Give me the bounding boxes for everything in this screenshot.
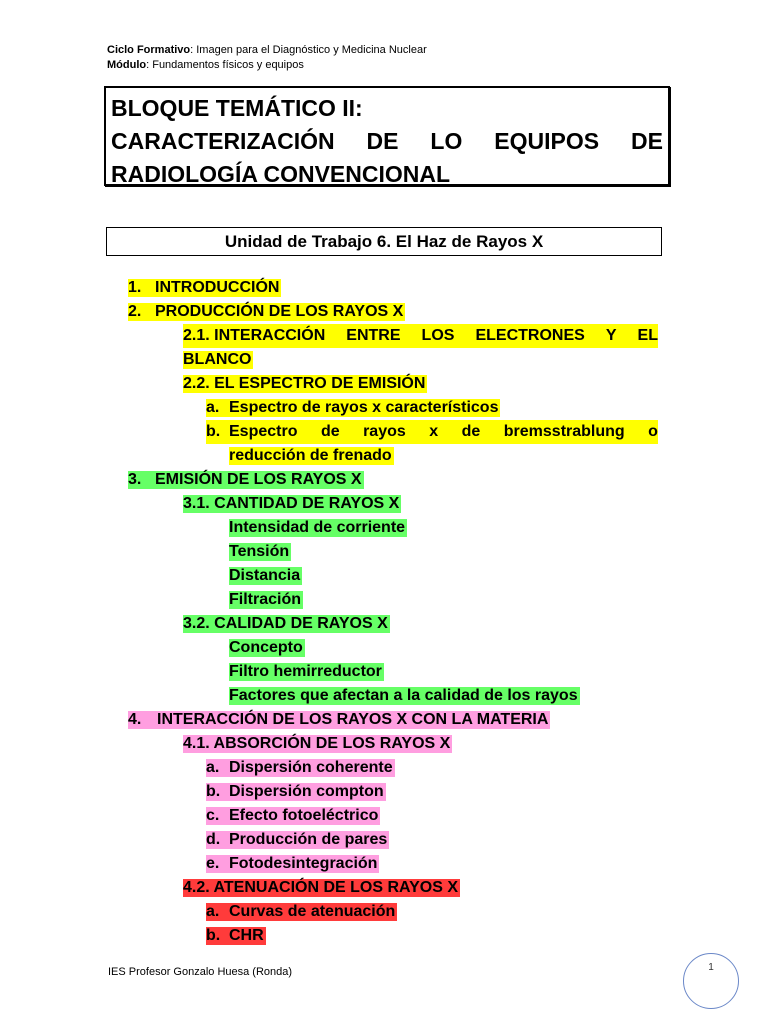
document-header (107, 43, 427, 73)
bloque-word: CARACTERIZACIÓN (111, 128, 335, 154)
toc-word: Espectro (229, 423, 298, 440)
toc-letter: b. (206, 927, 221, 944)
toc-subitem (229, 516, 407, 540)
toc-text: PRODUCCIÓN DE LOS RAYOS X (155, 303, 404, 320)
toc-letter: d. (206, 831, 221, 848)
toc-text: Fotodesintegración (229, 855, 378, 872)
toc-subitem (229, 660, 384, 684)
toc-item-3-2 (183, 612, 390, 636)
ciclo-label: Ciclo Formativo (107, 44, 191, 56)
toc-text: 4.1. ABSORCIÓN DE LOS RAYOS X (183, 735, 451, 752)
toc-item-3-1 (183, 492, 401, 516)
toc-word: ENTRE (346, 327, 401, 344)
modulo-value: : Fundamentos físicos y equipos (146, 59, 304, 71)
toc-word: EL (637, 327, 658, 344)
toc-item-4-1 (183, 732, 452, 756)
bloque-title-box (104, 86, 670, 186)
toc-item-2-1-cont (183, 348, 253, 372)
toc-letter: a. (206, 399, 220, 416)
toc-letter: e. (206, 855, 220, 872)
page-number-circle (683, 953, 739, 1009)
toc-number: 4. (128, 711, 142, 728)
toc-item-4-2 (183, 876, 460, 900)
toc-text: 2.2. EL ESPECTRO DE EMISIÓN (183, 375, 426, 392)
toc-text: Espectro de rayos x característicos (229, 399, 499, 416)
toc-letter: b. (206, 783, 221, 800)
toc-subitem (206, 852, 379, 876)
toc-text: 4.2. ATENUACIÓN DE LOS RAYOS X (183, 879, 459, 896)
toc-subitem (206, 900, 397, 924)
toc-text: Dispersión compton (229, 783, 384, 800)
bloque-title-line3: RADIOLOGÍA CONVENCIONAL (111, 161, 451, 187)
unidad-title-box: Unidad de Trabajo 6. El Haz de Rayos X (106, 227, 662, 256)
toc-text: CHR (229, 927, 264, 944)
toc-word: LOS (421, 327, 455, 344)
toc-text: Concepto (229, 639, 303, 656)
ciclo-value: : Imagen para el Diagnóstico y Medicina Nuclear (190, 44, 427, 56)
toc-text: Efecto fotoeléctrico (229, 807, 379, 824)
toc-item-4 (128, 708, 550, 732)
toc-text: BLANCO (183, 351, 252, 368)
footer-school: IES Profesor Gonzalo Huesa (Ronda) (108, 966, 293, 978)
toc-word: de (320, 423, 340, 440)
ciclo-line (107, 43, 427, 58)
toc-text: Tensión (229, 543, 290, 560)
toc-text: 3.1. CANTIDAD DE RAYOS X (183, 495, 400, 512)
toc-item-2-2 (183, 372, 427, 396)
toc-number: 1. (128, 279, 142, 296)
toc-text: Filtro hemirreductor (229, 663, 382, 680)
toc-text: Distancia (229, 567, 301, 584)
toc-word: rayos (363, 423, 406, 440)
toc-subitem (206, 780, 386, 804)
toc-letter: c. (206, 807, 220, 824)
toc-item-2-1 (183, 324, 658, 348)
toc-item-3 (128, 468, 364, 492)
toc-word: ELECTRONES (475, 327, 585, 344)
toc-text: Filtración (229, 591, 302, 608)
toc-subitem (229, 684, 580, 708)
toc-item-2-2-a (206, 396, 500, 420)
bloque-word: DE (631, 128, 663, 154)
bloque-word: EQUIPOS (494, 128, 600, 154)
toc-letter: a. (206, 759, 220, 776)
toc-letter: a. (206, 903, 220, 920)
toc-word: o (648, 423, 658, 440)
toc-item-2-2-b (206, 420, 658, 444)
toc-letter: b. (206, 423, 221, 440)
toc-word: Y (605, 327, 617, 344)
toc-text: Intensidad de corriente (229, 519, 406, 536)
toc-subitem (206, 924, 266, 948)
bloque-title-line1: BLOQUE TEMÁTICO II: (111, 95, 363, 121)
toc-item-2 (128, 300, 405, 324)
toc-text: EMISIÓN DE LOS RAYOS X (155, 471, 362, 488)
toc-subitem (206, 828, 389, 852)
toc-word: x (429, 423, 439, 440)
toc-text: INTERACCIÓN DE LOS RAYOS X CON LA MATERIA (157, 711, 549, 728)
toc-subitem (229, 588, 303, 612)
toc-word: bremsstrablung (503, 423, 625, 440)
toc-text: Producción de pares (229, 831, 388, 848)
toc-text: reducción de frenado (229, 447, 392, 464)
toc-item-2-2-b-cont (229, 444, 394, 468)
toc-subitem (229, 540, 291, 564)
toc-number: 2. (128, 303, 142, 320)
toc-word: 2.1. INTERACCIÓN (183, 327, 326, 344)
toc-subitem (229, 564, 302, 588)
bloque-word: LO (430, 128, 463, 154)
toc-text: Curvas de atenuación (229, 903, 396, 920)
bloque-title-line2 (111, 125, 663, 158)
toc-text: Factores que afectan a la calidad de los rayos (229, 687, 578, 704)
toc-subitem (206, 804, 380, 828)
toc-text: 3.2. CALIDAD DE RAYOS X (183, 615, 388, 632)
bloque-word: DE (366, 128, 399, 154)
modulo-label: Módulo (107, 59, 147, 71)
toc-subitem (229, 636, 305, 660)
toc-number: 3. (128, 471, 142, 488)
toc-text: INTRODUCCIÓN (155, 279, 280, 296)
toc-item-1 (128, 276, 281, 300)
toc-text: Dispersión coherente (229, 759, 393, 776)
toc-subitem (206, 756, 395, 780)
modulo-line (107, 58, 427, 73)
page-number: 1 (708, 962, 714, 973)
toc-word: de (461, 423, 481, 440)
